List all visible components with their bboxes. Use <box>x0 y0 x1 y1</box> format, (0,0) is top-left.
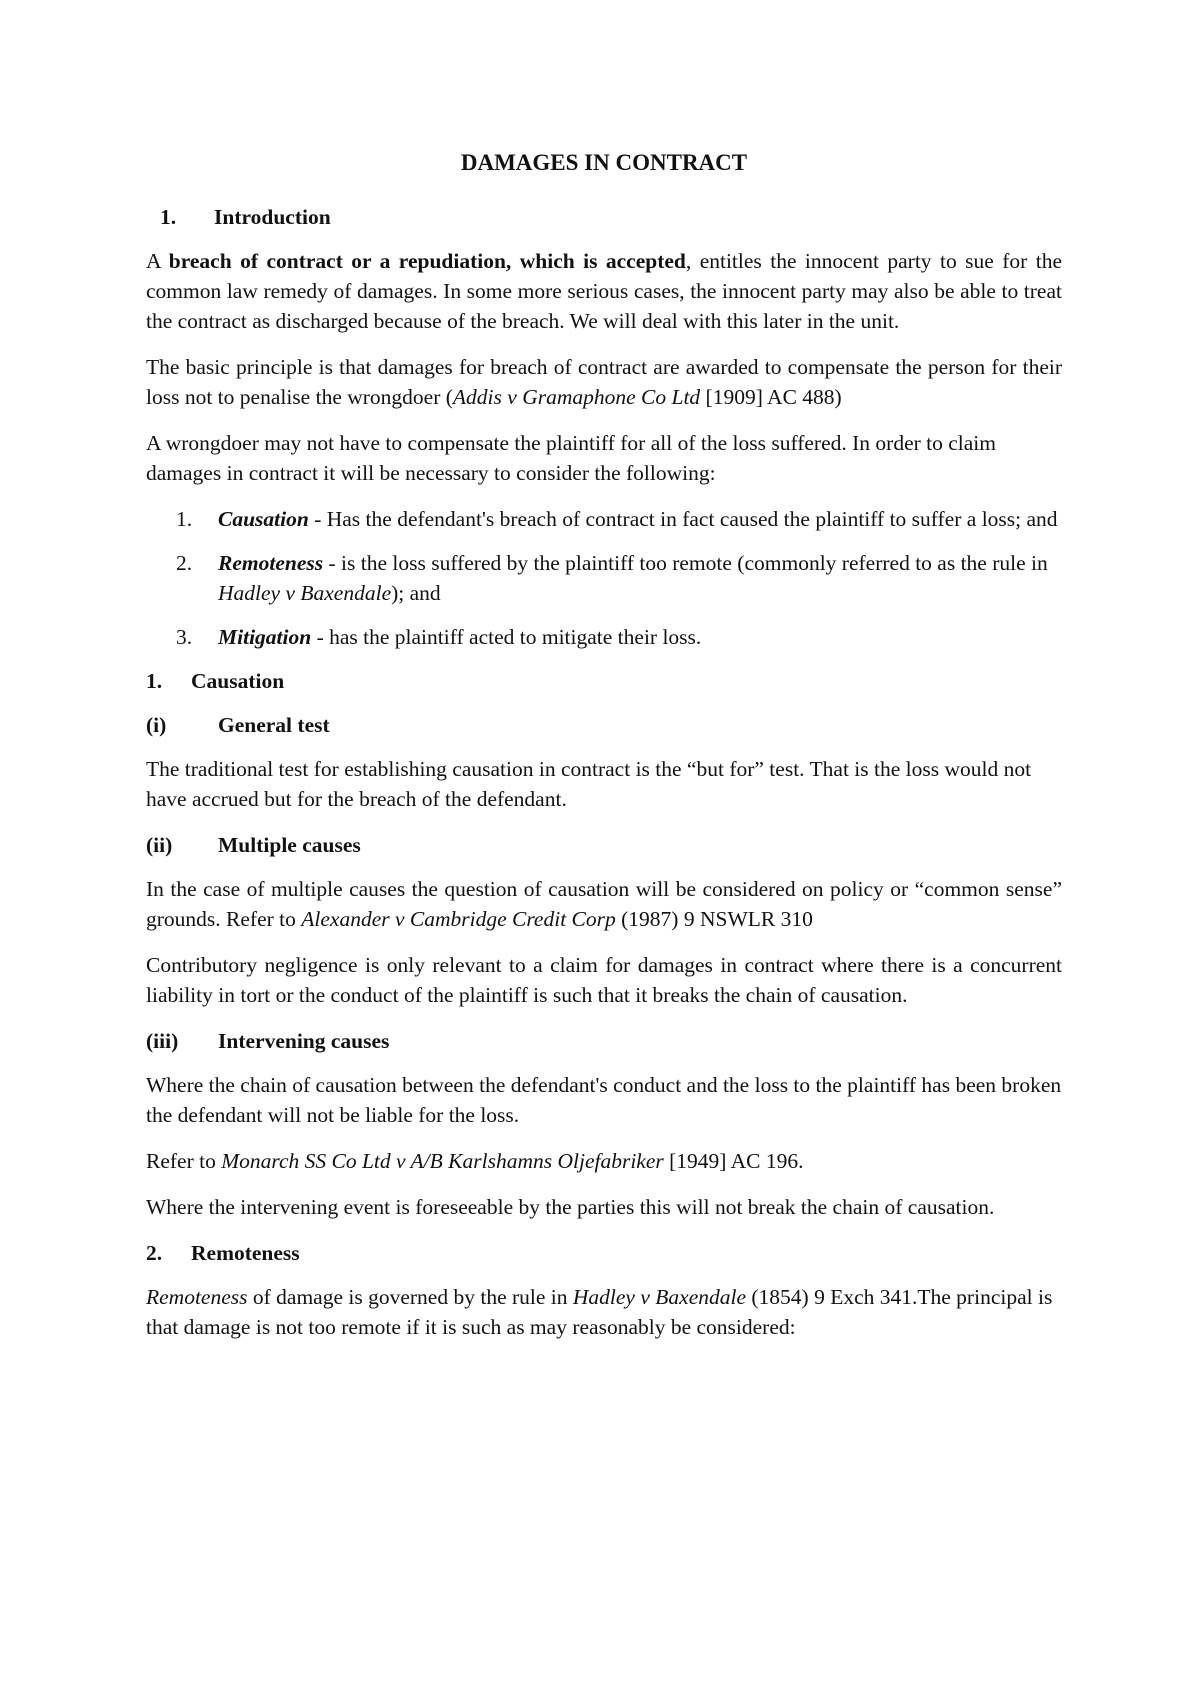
text-run: (1854) 9 Exch 341.The principal is that damage is not too remote if it is such as may reasonably be considered: <box>146 1285 1053 1339</box>
damages-factors-list <box>146 504 1062 652</box>
list-item-body <box>218 504 1062 534</box>
text-run: - Has the defendant's breach of contract in fact caused the plaintiff to suffer a loss; and <box>308 507 1058 531</box>
text-run: (1987) 9 NSWLR 310 <box>615 907 813 931</box>
section-heading-introduction <box>146 202 1062 232</box>
text-run: [1949] AC 196. <box>663 1149 804 1173</box>
list-item-body <box>218 548 1062 608</box>
term: Mitigation <box>218 625 312 649</box>
intro-paragraph-3: A wrongdoer may not have to compensate the plaintiff for all of the loss suffered. In order to claim damages in contract it will be necessary to consider the following: <box>146 431 997 485</box>
text-run: , entitles the innocent party to sue for the common law remedy of damages. In some more serious cases, the innocent party may also be able to treat the contract as discharged because of the breach. We will deal with this later in the unit. <box>146 249 1062 333</box>
section-number: 1. <box>160 205 177 229</box>
case-citation: Alexander v Cambridge Credit Corp <box>301 907 616 931</box>
subsection-number: (i) <box>146 713 167 737</box>
subheading-text: General test <box>218 713 330 737</box>
term: Remoteness <box>218 551 324 575</box>
section-heading-text: Remoteness <box>191 1241 300 1265</box>
list-item <box>146 548 1062 608</box>
list-marker: 3. <box>176 625 193 649</box>
subheading-text: Intervening causes <box>218 1029 390 1053</box>
section-heading-text: Causation <box>191 669 285 693</box>
text-run: [1909] AC 488) <box>700 385 842 409</box>
list-marker: 1. <box>176 507 193 531</box>
subheading-text: Multiple causes <box>218 833 361 857</box>
list-item <box>146 622 1062 652</box>
multiple-causes-paragraph-1 <box>146 874 1062 934</box>
case-citation: Monarch SS Co Ltd v A/B Karlshamns Oljefabriker <box>221 1149 664 1173</box>
remoteness-paragraph <box>146 1282 1062 1342</box>
intro-paragraph-1 <box>146 246 1062 336</box>
text-run: of damage is governed by the rule in <box>247 1285 573 1309</box>
multiple-causes-paragraph-2: Contributory negligence is only relevant to a claim for damages in contract where there is a concurrent liability in tort or the conduct of the plaintiff is such that it breaks the chain of causation. <box>146 953 1062 1007</box>
subsection-number: (iii) <box>146 1029 179 1053</box>
section-number: 2. <box>146 1241 163 1265</box>
text-run: ); and <box>391 581 441 605</box>
subheading-multiple-causes <box>146 830 1062 860</box>
text-run: In the case of multiple causes the question of causation will be considered on policy or “common sense” grounds. Refer to <box>146 877 1062 931</box>
case-citation: Hadley v Baxendale <box>218 581 392 605</box>
term: Causation <box>218 507 309 531</box>
italic-term: Remoteness <box>146 1285 248 1309</box>
text-run: - is the loss suffered by the plaintiff too remote (commonly referred to as the rule in <box>323 551 1048 575</box>
subheading-general-test <box>146 710 1062 740</box>
intro-paragraph-2 <box>146 352 1062 412</box>
case-citation: Hadley v Baxendale <box>572 1285 747 1309</box>
subheading-intervening-causes <box>146 1026 1062 1056</box>
case-citation: Addis v Gramaphone Co Ltd <box>452 385 701 409</box>
intervening-paragraph-3: Where the intervening event is foreseeable by the parties this will not break the chain of causation. <box>146 1195 995 1219</box>
section-heading-text: Introduction <box>214 205 331 229</box>
list-item <box>146 504 1062 534</box>
list-marker: 2. <box>176 551 193 575</box>
general-test-paragraph: The traditional test for establishing causation in contract is the “but for” test. That is the loss would not have accrued but for the breach of the defendant. <box>146 757 1032 811</box>
document-title: DAMAGES IN CONTRACT <box>460 150 748 175</box>
bold-phrase: breach of contract or a repudiation, which is accepted <box>168 249 686 273</box>
section-heading-remoteness <box>146 1238 1062 1268</box>
document-page <box>146 140 1062 1358</box>
text-run: A <box>146 249 169 273</box>
intervening-paragraph-1: Where the chain of causation between the defendant's conduct and the loss to the plaintiff has been broken the defendant will not be liable for the loss. <box>146 1073 1062 1127</box>
text-run: - has the plaintiff acted to mitigate their loss. <box>311 625 702 649</box>
text-run: Refer to <box>146 1149 222 1173</box>
text-run: The basic principle is that damages for breach of contract are awarded to compensate the person for their loss not to penalise the wrongdoer ( <box>146 355 1062 409</box>
subsection-number: (ii) <box>146 833 173 857</box>
list-item-body <box>218 622 1062 652</box>
intervening-paragraph-2 <box>146 1146 1062 1176</box>
section-heading-causation <box>146 666 1062 696</box>
section-number: 1. <box>146 669 163 693</box>
